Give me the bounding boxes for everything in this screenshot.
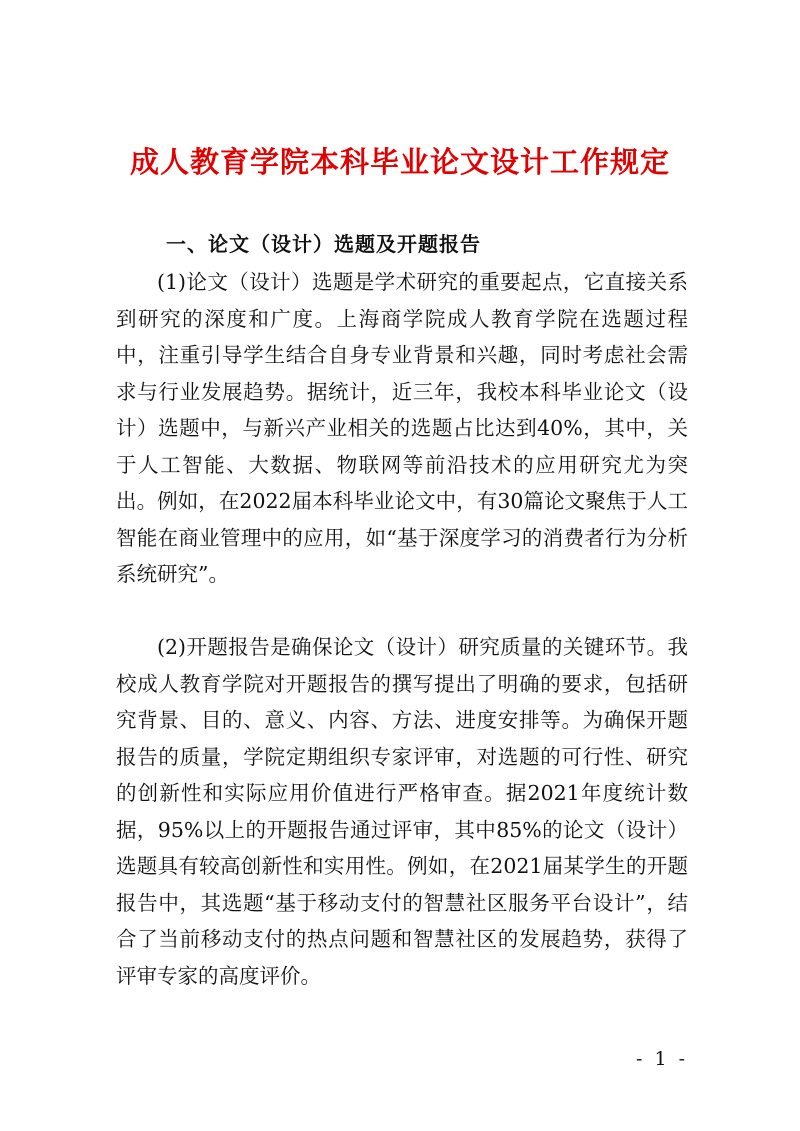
paragraph-proposal-report: (2)开题报告是确保论文（设计）研究质量的关键环节。我校成人教育学院对开题报告的撰写提出了明确的要求，包括研究背景、目的、意义、内容、方法、进度安排等。为确保开题报告的质量，学院定期组织专家评审，对选题的可行性、研究的创新性和实际应用价值进行严格审查。据2021年度统计数据，95%以上的开题报告通过评审，其中85%的论文（设计）选题具有较高创新性和实用性。例如，在2021届某学生的开题报告中，其选题“基于移动支付的智慧社区服务平台设计”，结合了当前移动支付的热点问题和智慧社区的发展趋势，获得了评审专家的高度评价。 (116, 635, 688, 988)
page-number: - 1 - (635, 1048, 688, 1070)
paragraph-topic-selection: (1)论文（设计）选题是学术研究的重要起点，它直接关系到研究的深度和广度。上海商学院成人教育学院在选题过程中，注重引导学生结合自身专业背景和兴趣，同时考虑社会需求与行业发展趋势。据统计，近三年，我校本科毕业论文（设计）选题中，与新兴产业相关的选题占比达到40%，其中，关于人工智能、大数据、物联网等前沿技术的应用研究尤为突出。例如，在2022届本科毕业论文中，有30篇论文聚焦于人工智能在商业管理中的应用，如“基于深度学习的消费者行为分析系统研究”。 (116, 270, 688, 586)
document-title: 成人教育学院本科毕业论文设计工作规定 (129, 145, 670, 179)
section-heading: 一、论文（设计）选题及开题报告 (166, 232, 481, 256)
